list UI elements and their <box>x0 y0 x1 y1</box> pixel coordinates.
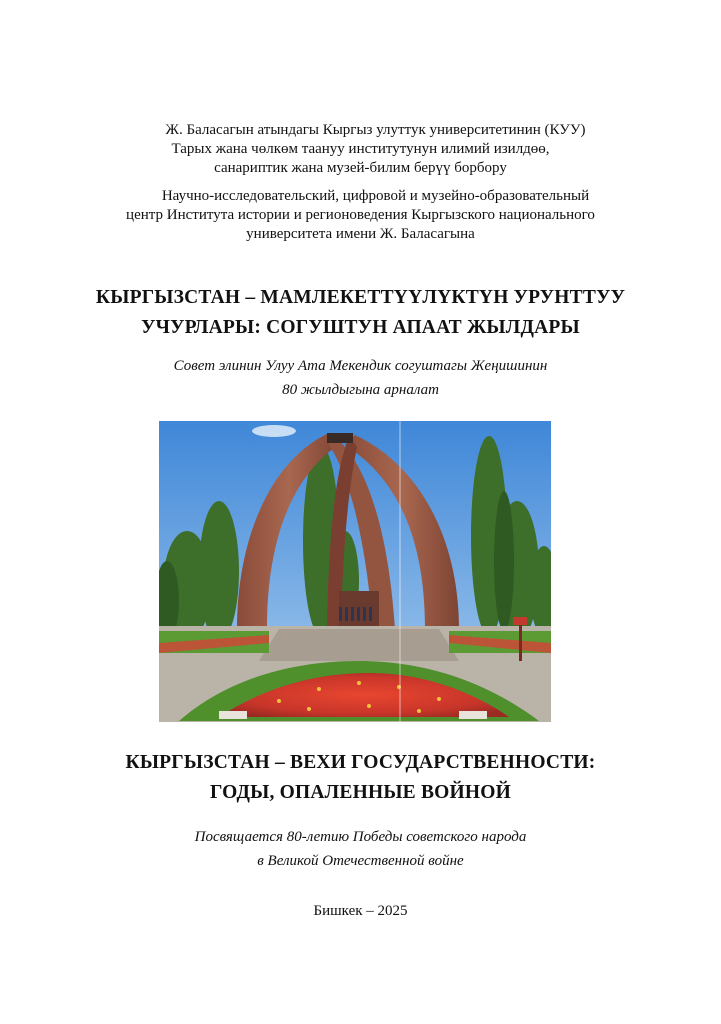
institution-ky-line-1: Ж. Баласагын атындагы Кыргыз улуттук университетинин (КУУ) <box>165 122 586 138</box>
title-kyrgyz <box>0 283 721 343</box>
institution-ru-line-2: центр Института истории и регионоведения Кыргызского национального <box>126 207 595 223</box>
victory-monument-photo <box>159 421 551 722</box>
title-ky-line-1: КЫРГЫЗСТАН – МАМЛЕКЕТТҮҮЛҮКТҮН УРУНТТУУ <box>95 287 626 308</box>
title-ru-line-1: КЫРГЫЗСТАН – ВЕХИ ГОСУДАРСТВЕННОСТИ: <box>125 752 596 773</box>
dedication-ky-line-1: Совет элинин Улуу Ата Мекендик согуштагы Жеңишинин <box>173 358 548 374</box>
dedication-kyrgyz <box>0 354 721 402</box>
institution-ru-line-1: Научно-исследовательский, цифровой и музейно-образовательный <box>161 188 590 204</box>
institution-ky-line-2: Тарых жана чөлкөм таануу институтунун илимий изилдөө, <box>171 141 550 157</box>
institution-russian <box>0 187 721 244</box>
dedication-ru-line-1: Посвящается 80-летию Победы советского народа <box>194 829 527 845</box>
institution-ky-line-3: санариптик жана музей-билим берүү борбору <box>214 160 507 176</box>
institution-kyrgyz <box>0 121 721 178</box>
title-russian <box>0 748 721 808</box>
imprint-city-year: Бишкек – 2025 <box>313 903 408 919</box>
dedication-ky-line-2: 80 жылдыгына арналат <box>282 382 439 398</box>
title-ru-line-2: ГОДЫ, ОПАЛЕННЫЕ ВОЙНОЙ <box>210 782 511 803</box>
dedication-ru-line-2: в Великой Отечественной войне <box>257 853 464 869</box>
title-ky-line-2: УЧУРЛАРЫ: СОГУШТУН АПААТ ЖЫЛДАРЫ <box>141 317 580 338</box>
dedication-russian <box>0 825 721 873</box>
institution-ru-line-3: университета имени Ж. Баласагына <box>246 226 475 242</box>
